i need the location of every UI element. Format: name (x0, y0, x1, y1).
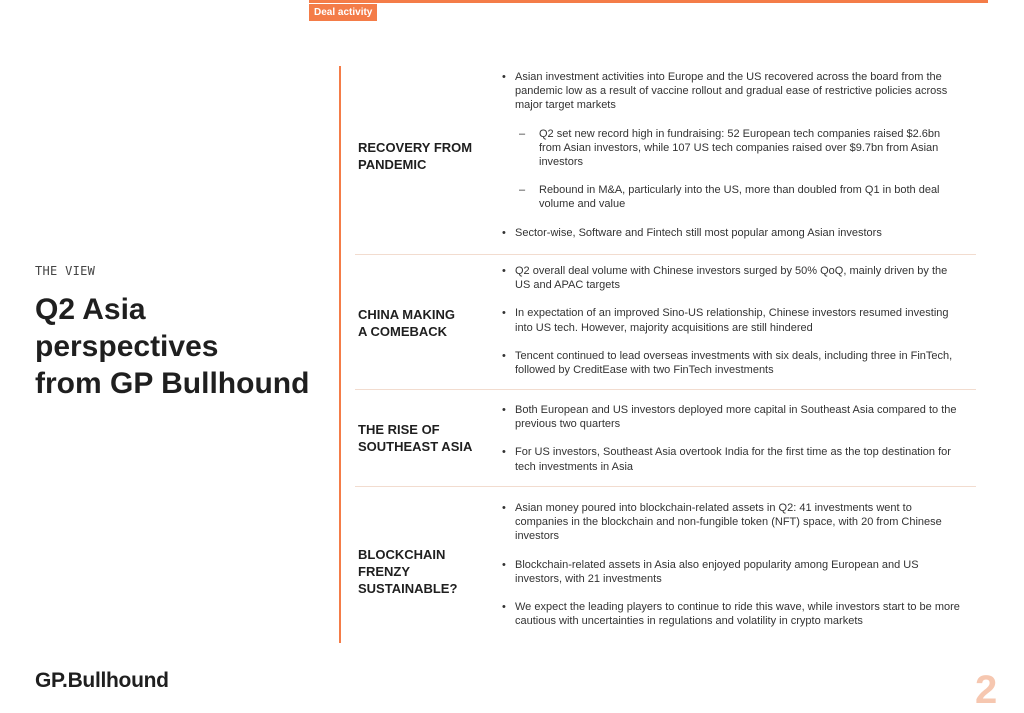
section-heading-line: CHINA MAKING (358, 307, 456, 322)
section-heading-line: RECOVERY FROM (358, 140, 473, 155)
section-blockchain (355, 486, 976, 646)
bullet-item: • Q2 overall deal volume with Chinese investors surged by 50% QoQ, mainly driven by the US and APAC targets (502, 264, 962, 292)
bullet-item: • We expect the leading players to continue to ride this wave, while investors start to be more cautious with uncertainties in regulations and volatility in crypto markets (502, 600, 962, 628)
section-heading (358, 546, 488, 597)
section-china (355, 254, 976, 390)
section-heading (358, 139, 488, 173)
bullet-item: • For US investors, Southeast Asia overtook India for the first time as the top destination for tech investments in Asia (502, 445, 962, 473)
bullet-item: • In expectation of an improved Sino-US relationship, Chinese investors resumed investing into US tech. However, majority acquisitions are still hindered (502, 306, 962, 334)
section-tag: Deal activity (309, 4, 377, 21)
bullet-item: • Asian money poured into blockchain-related assets in Q2: 41 investments went to companies in the blockchain and non-fungible token (NFT) space, with 20 from Chinese investors (502, 501, 962, 544)
vertical-divider (339, 66, 341, 643)
section-heading-line: A COMEBACK (358, 324, 448, 339)
section-heading-line: BLOCKCHAIN (358, 547, 446, 562)
section-southeast-asia (355, 389, 976, 487)
bullet-item: • Sector-wise, Software and Fintech still most popular among Asian investors (502, 226, 962, 240)
gp-bullhound-logo: GP.Bullhound (35, 669, 169, 692)
page-title-line: Q2 Asia (35, 293, 146, 326)
eyebrow-label: THE VIEW (35, 264, 96, 278)
section-heading (358, 421, 488, 455)
section-heading-line: THE RISE OF (358, 422, 440, 437)
bullet-list (502, 264, 962, 391)
page-number: 2 (975, 668, 998, 712)
bullet-list (502, 403, 962, 488)
section-recovery (355, 62, 976, 255)
section-heading-line: FRENZY (358, 564, 410, 579)
bullet-item: • Blockchain-related assets in Asia also enjoyed popularity among European and US investors, with 21 investments (502, 558, 962, 586)
page-title-line: perspectives (35, 330, 219, 363)
section-heading-line: SUSTAINABLE? (358, 581, 458, 596)
section-heading-line: PANDEMIC (358, 157, 427, 172)
bullet-item: • Tencent continued to lead overseas investments with six deals, including three in FinTech, followed by CreditEase with two FinTech investments (502, 349, 962, 377)
section-heading-line: SOUTHEAST ASIA (358, 439, 473, 454)
page-title-line: from GP Bullhound (35, 367, 310, 400)
bullet-item: • Both European and US investors deployed more capital in Southeast Asia compared to the previous two quarters (502, 403, 962, 431)
page-title (35, 291, 335, 402)
sub-bullet-item: – Rebound in M&A, particularly into the US, more than doubled from Q1 in both deal volume and value (502, 183, 962, 211)
sub-bullet-item: – Q2 set new record high in fundraising: 52 European tech companies raised $2.6bn from Asian investors, while 107 US tech companies raised over $9.7bn from Asian investors (502, 127, 962, 170)
bullet-item: • Asian investment activities into Europe and the US recovered across the board from the pandemic low as a result of vaccine rollout and gradual ease of restrictive policies across major target markets (502, 70, 962, 113)
top-accent-rule (309, 0, 988, 3)
section-heading (358, 306, 488, 340)
bullet-list (502, 501, 962, 642)
bullet-list (502, 70, 962, 254)
